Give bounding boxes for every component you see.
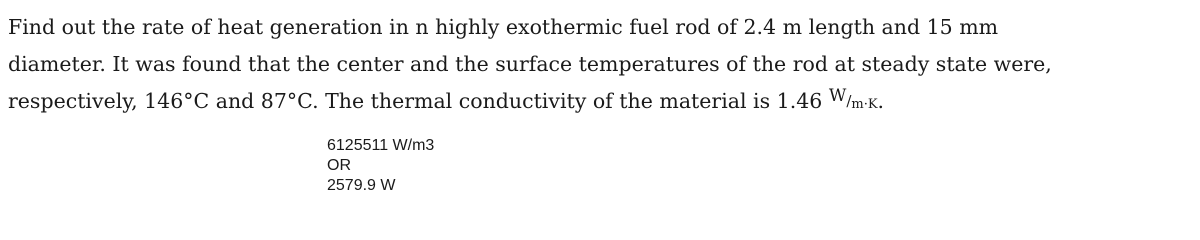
unit-denominator: m·K [851,97,878,112]
problem-line-3 [8,83,1188,123]
answer-block [327,136,434,196]
unit-slash: / [846,92,852,110]
problem-line-3-end: . [877,89,885,113]
problem-line-2: diameter. It was found that the center and the surface temperatures of the rod at steady state were, [8,52,1052,76]
problem-statement [8,9,1188,123]
answer-line-2: OR [327,157,351,174]
problem-line-1: Find out the rate of heat generation in n highly exothermic fuel rod of 2.4 m length and 15 mm [8,15,999,39]
answer-line-3: 2579.9 W [327,177,396,194]
problem-line-3-text: respectively, 146°C and 87°C. The thermal conductivity of the material is 1.46 [8,89,823,113]
unit-numerator: W [828,86,847,106]
answer-line-1: 6125511 W/m3 [327,137,435,154]
conductivity-unit [828,86,878,112]
